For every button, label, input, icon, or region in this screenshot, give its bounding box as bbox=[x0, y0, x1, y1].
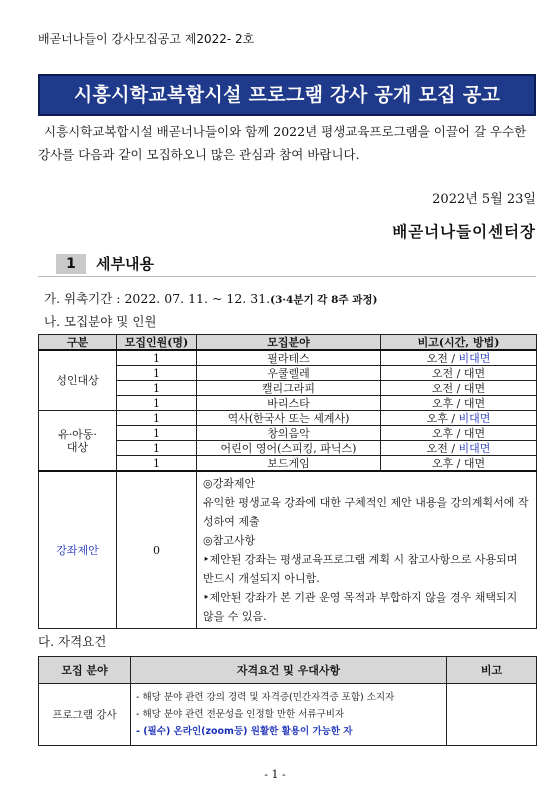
proposal-heading: ◎강좌제안 bbox=[203, 477, 256, 490]
time-text: 오전 bbox=[431, 366, 454, 380]
category-proposal: 강좌제안 bbox=[39, 471, 117, 629]
method-text: 대면 bbox=[463, 426, 486, 440]
youth-label-line2: 대상 bbox=[66, 440, 89, 454]
reference-bullet-1: ‣제안된 강좌는 평생교육프로그램 계획 시 참고사항으로 사용되며 반드시 개설되지 아니함. bbox=[203, 553, 518, 585]
separator-text: / bbox=[453, 396, 464, 410]
recruit-heading: 나. 모집분야 및 인원 bbox=[44, 314, 157, 329]
period-label: 가. 위촉기간 : 2022. 07. 11. ~ 12. 31. bbox=[44, 291, 271, 306]
field-cell: 창의음악 bbox=[197, 426, 381, 441]
separator-text: / bbox=[453, 426, 464, 440]
field-cell: 프로그램 강사 bbox=[39, 684, 131, 746]
col-count: 모집인원(명) bbox=[117, 335, 197, 351]
col-remarks: 비고 bbox=[447, 657, 537, 684]
note-cell bbox=[381, 426, 537, 441]
note-cell bbox=[381, 350, 537, 366]
method-text: 비대면 bbox=[458, 411, 491, 425]
issuer-name: 배곧너나들이센터장 bbox=[392, 223, 536, 241]
col-field: 모집 분야 bbox=[39, 657, 131, 684]
separator-text: / bbox=[447, 441, 459, 455]
separator-text: / bbox=[447, 411, 459, 425]
count-cell: 1 bbox=[117, 441, 197, 456]
col-category: 구분 bbox=[39, 335, 117, 351]
proposal-row bbox=[39, 471, 537, 629]
recruitment-table bbox=[38, 334, 537, 629]
field-cell: 필라테스 bbox=[197, 350, 381, 366]
separator-text: / bbox=[453, 381, 464, 395]
count-cell: 1 bbox=[117, 396, 197, 411]
time-text: 오후 bbox=[426, 411, 448, 425]
note-cell bbox=[381, 396, 537, 411]
method-text: 대면 bbox=[463, 456, 486, 470]
field-cell: 우쿨렐레 bbox=[197, 366, 381, 381]
col-requirements: 자격요건 및 우대사항 bbox=[131, 657, 447, 684]
page-number: - 1 - bbox=[264, 768, 286, 781]
section-number: 1 bbox=[56, 254, 86, 274]
method-text: 대면 bbox=[463, 381, 486, 395]
note-cell bbox=[381, 456, 537, 472]
method-text: 대면 bbox=[463, 366, 486, 380]
table-row bbox=[39, 350, 537, 366]
requirement-3: - (필수) 온라인(zoom등) 원활한 활용이 가능한 자 bbox=[136, 726, 353, 737]
field-cell: 어린이 영어(스피킹, 파닉스) bbox=[197, 441, 381, 456]
section-heading-1 bbox=[38, 252, 536, 277]
table-header-row bbox=[39, 335, 537, 351]
time-text: 오후 bbox=[431, 426, 454, 440]
remarks-cell bbox=[447, 684, 537, 746]
col-note: 비고(시간, 방법) bbox=[381, 335, 537, 351]
field-cell: 역사(한국사 또는 세계사) bbox=[197, 411, 381, 426]
count-cell: 1 bbox=[117, 381, 197, 396]
time-text: 오전 bbox=[431, 381, 454, 395]
separator-text: / bbox=[453, 456, 464, 470]
field-cell: 바리스타 bbox=[197, 396, 381, 411]
page-title: 시흥시학교복합시설 프로그램 강사 공개 모집 공고 bbox=[38, 74, 536, 116]
note-cell bbox=[381, 441, 537, 456]
qualification-heading: 다. 자격요건 bbox=[38, 634, 107, 649]
count-cell: 1 bbox=[117, 366, 197, 381]
col-field: 모집분야 bbox=[197, 335, 381, 351]
table-row bbox=[39, 684, 537, 746]
time-text: 오후 bbox=[431, 456, 454, 470]
reference-bullet-2: ‣제안된 강좌가 본 기관 운영 목적과 부합하지 않을 경우 채택되지 않을 수 있음. bbox=[203, 591, 518, 623]
appointment-period bbox=[44, 289, 377, 307]
method-text: 비대면 bbox=[458, 441, 491, 455]
table-header-row bbox=[39, 657, 537, 684]
table-row bbox=[39, 411, 537, 426]
count-cell: 1 bbox=[117, 426, 197, 441]
separator-text: / bbox=[447, 351, 459, 365]
field-cell: 보드게임 bbox=[197, 456, 381, 472]
category-youth bbox=[39, 411, 117, 472]
count-cell: 1 bbox=[117, 350, 197, 366]
period-note: (3·4분기 각 8주 과정) bbox=[270, 294, 378, 306]
reference-heading: ◎참고사항 bbox=[203, 534, 256, 547]
count-cell: 1 bbox=[117, 456, 197, 472]
requirement-1: - 해당 분야 관련 강의 경력 및 자격증(민간자격증 포함) 소지자 bbox=[136, 692, 395, 703]
requirement-2: - 해당 분야 관련 전문성을 인정할 만한 서류구비자 bbox=[136, 709, 345, 720]
note-cell bbox=[381, 381, 537, 396]
proposal-description: 유익한 평생교육 강좌에 대한 구체적인 제안 내용을 강의계획서에 작성하여 제출 bbox=[203, 496, 529, 528]
youth-label-line1: 유·아동· bbox=[58, 427, 97, 441]
note-cell bbox=[381, 366, 537, 381]
proposal-content bbox=[197, 471, 537, 629]
time-text: 오전 bbox=[426, 441, 448, 455]
separator-text: / bbox=[453, 366, 464, 380]
category-adult: 성인대상 bbox=[39, 350, 117, 411]
note-cell bbox=[381, 411, 537, 426]
method-text: 비대면 bbox=[458, 351, 491, 365]
proposal-count: 0 bbox=[117, 471, 197, 629]
time-text: 오후 bbox=[431, 396, 454, 410]
section-title: 세부내용 bbox=[96, 255, 154, 273]
intro-paragraph: 시흥시학교복합시설 배곧너나들이와 함께 2022년 평생교육프로그램을 이끌어 갈 우수한 강사를 다음과 같이 모집하오니 많은 관심과 참여 바랍니다. bbox=[38, 124, 527, 162]
qualification-table bbox=[38, 656, 537, 746]
time-text: 오전 bbox=[426, 351, 448, 365]
count-cell: 1 bbox=[117, 411, 197, 426]
requirements-cell bbox=[131, 684, 447, 746]
announcement-date: 2022년 5월 23일 bbox=[432, 192, 536, 207]
document-number: 배곧너나들이 강사모집공고 제2022- 2호 bbox=[38, 32, 255, 46]
field-cell: 캘리그라피 bbox=[197, 381, 381, 396]
method-text: 대면 bbox=[463, 396, 486, 410]
